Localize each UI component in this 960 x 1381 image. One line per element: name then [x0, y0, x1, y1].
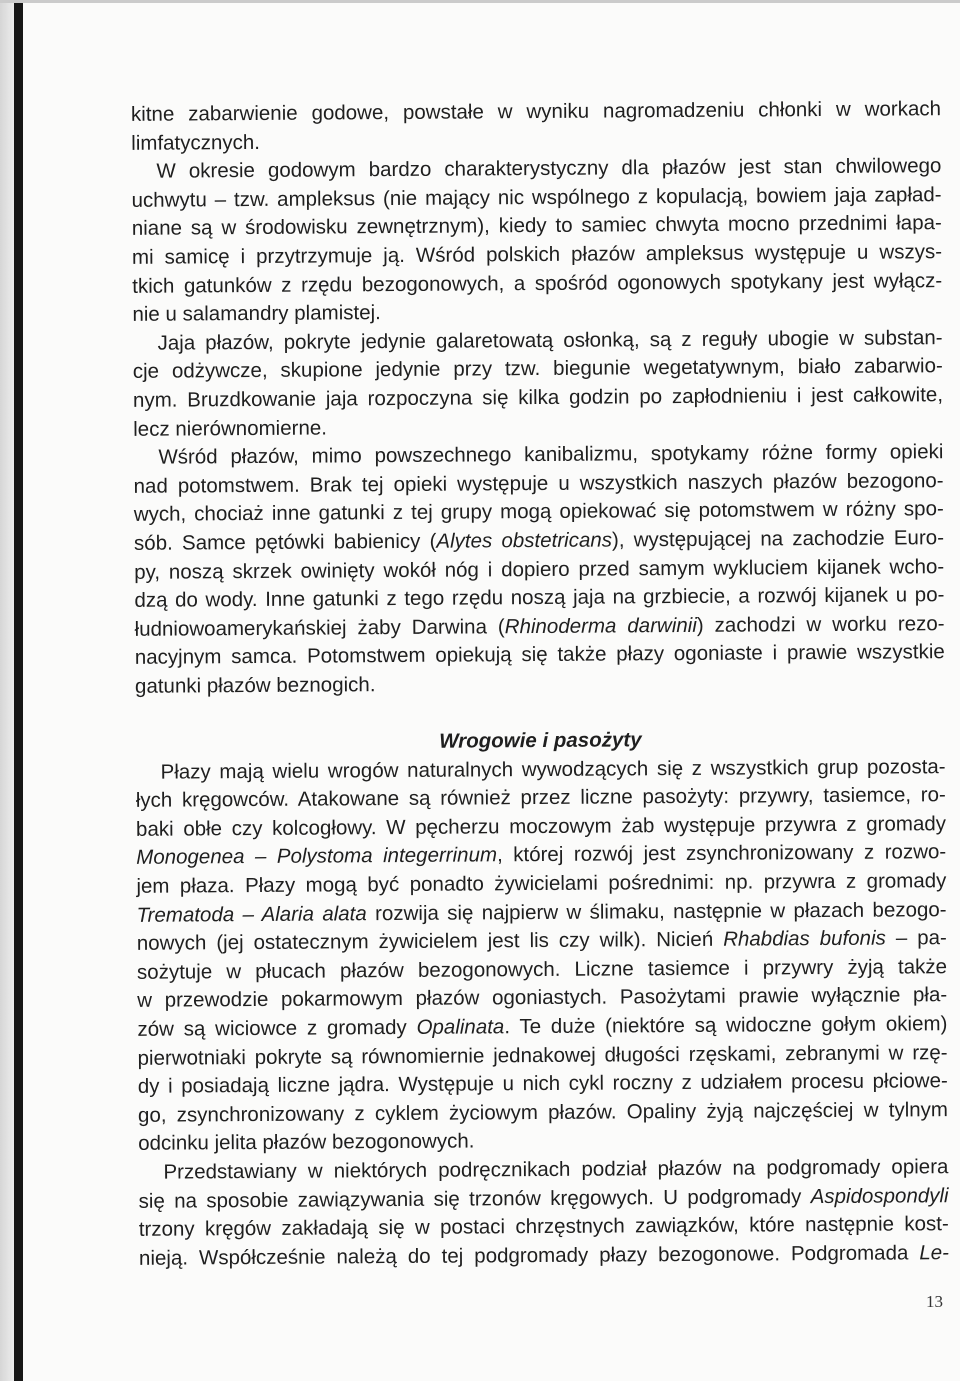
text-segment: jem płaza. Płazy mogą być ponadto żywicielami pośrednimi: np. przywra z gromady	[136, 869, 947, 898]
scan-top-edge	[0, 0, 960, 3]
text-segment: nad potomstwem. Brak tej opieki występuje u wszystkich naszych płazów bezogono-	[133, 468, 944, 498]
text-segment: mi samicę i przytrzymuje ją. Wśród polskich płazów ampleksus występuje u wszys-	[131, 240, 943, 269]
text-segment: w przewodzie pokarmowym płazów ogoniastych. Pasożytami prawie wyłącznie pła-	[137, 983, 948, 1013]
text-segment: go, zsynchronizowany z cyklem życiowym płazów. Opaliny żyją najczęściej w tylnym	[137, 1097, 949, 1127]
text-line	[139, 1239, 949, 1273]
italic-term: Aspidospondyli	[810, 1183, 949, 1208]
text-segment: Płazy mają wielu wrogów naturalnych wywodzących się z wszystkich grup pozosta-	[160, 754, 946, 784]
text-segment: nieją. Współcześnie należą do tej podgromady płazy bezogonowe. Podgromada	[138, 1241, 920, 1270]
text-segment: , której rozwój jest zsynchronizowany z rozwo-	[496, 840, 947, 867]
text-line	[131, 95, 941, 129]
text-segment: nowych (jej ostatecznym żywicielem jest lis czy wilk). Nicień	[136, 927, 724, 956]
text-line	[135, 638, 945, 672]
page-number: 13	[926, 1292, 943, 1311]
paragraph	[136, 753, 949, 1159]
text-segment: łych kręgowców. Atakowane są również przez liczne pasożyty: przywry, tasiemce, ro-	[135, 783, 946, 813]
text-segment: nacyjnym samca. Potomstwem opiekują się także płazy ogoniaste i prawie wszystkie	[134, 640, 945, 670]
text-line	[135, 667, 945, 701]
text-segment: zów są wiciowce z gromady	[137, 1015, 417, 1041]
text-segment: – pa-	[885, 926, 947, 950]
text-segment: ) zachodzi w worku rezo-	[696, 611, 945, 637]
text-line	[133, 381, 943, 415]
text-segment: trzony kręgów zakładają się w postaci chrzęstnych zawiązków, które następnie kost-	[138, 1212, 949, 1241]
text-segment: łudniowoamerykańskiej żaby Darwina (	[134, 614, 505, 641]
text-segment: limfatycznych.	[131, 130, 261, 155]
text-segment: odcinku jelita płazów bezogonowych.	[138, 1129, 475, 1156]
italic-term: Le-	[919, 1240, 950, 1265]
text-segment: sób. Samce pętówki babienicy (	[133, 529, 437, 555]
text-segment: sożytuje w płucach płazów bezogonowych. Liczne tasiemce i przywry żyją także	[136, 954, 948, 984]
text-segment: dzą do wody. Inne gatunki z tego rzędu noszą jaja na grzbiecie, a rozwój kijanek u po-	[134, 583, 945, 612]
text-segment: niane są w środowisku zewnętrznym), kiedy to samiec chwyta mocno przednimi łapa-	[131, 211, 942, 241]
text-segment: py, noszą skrzek owinięty wokół nóg i dopiero przed samym wykluciem kijanek wcho-	[134, 554, 945, 584]
text-segment: lecz nierównomierne.	[133, 416, 327, 441]
text-segment: . Te duże (niektóre są widoczne gołym okiem)	[504, 1012, 948, 1039]
book-gutter-line	[14, 0, 23, 1381]
italic-term: Rhabdias bufonis	[723, 926, 886, 951]
text-segment: się na sposobie zawiązywania się trzonów kręgowych. U podgromady	[138, 1184, 811, 1213]
text-segment: Wśród płazów, mimo powszechnego kanibalizmu, spotykamy różne formy opieki	[158, 440, 944, 469]
scan-edge-shadow	[0, 0, 14, 1381]
text-segment: nym. Bruzdkowanie jaja rozpoczyna się kilka godzin po zapłodnieniu i jest całkowite,	[132, 383, 944, 412]
text-segment: dy i posiadają liczne jądra. Występuje u nich cykl roczny z udziałem procesu płciowe-	[137, 1069, 948, 1099]
paragraph	[133, 438, 945, 701]
text-segment: uchwytu – tzw. ampleksus (nie mający nic wspólnego z kopulacją, bowiem jaja zapład-	[131, 182, 942, 212]
text-segment: wych, chociaż inne gatunki z tej grupy mogą opiekować się potomstwem w różny spo-	[133, 497, 944, 527]
text-segment: nie u salamandry plamistej.	[132, 301, 381, 326]
italic-term: Opalinata	[416, 1015, 505, 1039]
text-segment: W okresie godowym bardzo charakterystyczny dla płazów jest stan chwilowego	[156, 154, 942, 183]
text-segment: ), występującej na zachodzie Euro-	[611, 526, 945, 552]
text-segment: kitne zabarwienie godowe, powstałe w wyniku nagromadzeniu chłonki w workach	[130, 97, 942, 126]
text-segment: gatunki płazów beznogich.	[134, 673, 376, 698]
paragraph	[131, 95, 941, 158]
text-segment: cje odżywcze, skupione jedynie przy tzw. biegunie wegetatywnym, biało zabarwio-	[132, 354, 943, 384]
paragraph	[131, 152, 942, 329]
text-segment: pierwotniaki pokryte są równomiernie jednakowej długości rzęskami, zebranymi w rzę-	[137, 1040, 948, 1070]
italic-term: Alytes obstetricans	[436, 528, 613, 553]
text-segment: baki obłe czy kolcogłowy. W pęcherzu moczowym żab występuje przywra z gromady	[135, 812, 947, 841]
text-segment: rozwija się najpierw w ślimaku, następnie w płazach bezogo-	[366, 897, 947, 925]
text-line	[132, 267, 942, 301]
paragraph	[133, 324, 944, 444]
paragraph	[138, 1153, 949, 1273]
text-segment: Jaja płazów, pokryte jedynie galaretowatą osłonką, są z reguły ubogie w substan-	[157, 325, 943, 355]
italic-term: Trematoda – Alaria alata	[136, 901, 367, 927]
text-segment: Przedstawiany w niektórych podręcznikach podział płazów na podgromady opiera	[163, 1155, 949, 1184]
section-heading: Wrogowie i pasożyty	[439, 728, 642, 753]
text-segment: tkich gatunków z rzędu bezogonowych, a spośród ogonowych spotykany jest wyłącz-	[132, 268, 943, 298]
italic-term: Monogenea – Polystoma integerrinum	[136, 843, 498, 870]
italic-term: Rhinoderma darwinii	[504, 613, 697, 638]
body-text	[131, 95, 949, 1273]
